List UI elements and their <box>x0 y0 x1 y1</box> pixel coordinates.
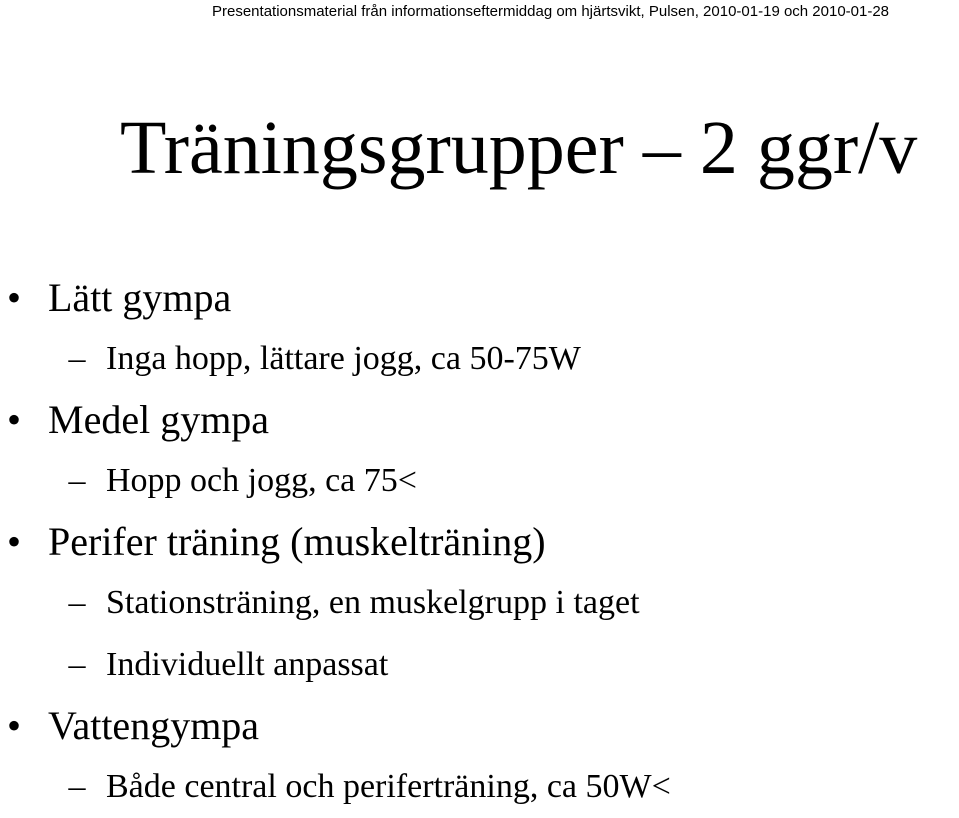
sub-bullet-item <box>0 572 959 634</box>
slide-title: Träningsgrupper – 2 ggr/v <box>120 106 918 190</box>
dash-marker: – <box>68 646 86 683</box>
bullet-item <box>0 512 959 572</box>
dash-marker: – <box>68 340 86 377</box>
bullet-marker: • <box>6 519 21 564</box>
bullet-marker: • <box>6 275 21 320</box>
sub-bullet-text: Både central och periferträning, ca 50W< <box>106 768 671 805</box>
bullet-text: Perifer träning (muskelträning) <box>48 519 546 564</box>
sub-bullet-item <box>0 328 959 390</box>
bullet-text: Lätt gympa <box>48 275 232 320</box>
bullet-marker: • <box>6 397 21 442</box>
sub-bullet-text: Inga hopp, lättare jogg, ca 50-75W <box>106 340 581 377</box>
bullet-item <box>0 390 959 450</box>
bullet-text: Medel gympa <box>48 397 270 442</box>
bullet-list <box>0 268 959 818</box>
sub-bullet-item <box>0 450 959 512</box>
dash-marker: – <box>68 768 86 805</box>
dash-marker: – <box>68 462 86 499</box>
sub-bullet-text: Stationsträning, en muskelgrupp i taget <box>106 584 640 621</box>
sub-bullet-item <box>0 756 959 818</box>
bullet-item <box>0 696 959 756</box>
sub-bullet-item <box>0 634 959 696</box>
bullet-marker: • <box>6 703 21 748</box>
sub-bullet-text: Individuellt anpassat <box>106 646 389 683</box>
bullet-item <box>0 268 959 328</box>
slide-header: Presentationsmaterial från informationseftermiddag om hjärtsvikt, Pulsen, 2010-01-19 och 2010-01-28 <box>212 3 890 20</box>
sub-bullet-text: Hopp och jogg, ca 75< <box>106 462 417 499</box>
dash-marker: – <box>68 584 86 621</box>
bullet-text: Vattengympa <box>48 703 260 748</box>
